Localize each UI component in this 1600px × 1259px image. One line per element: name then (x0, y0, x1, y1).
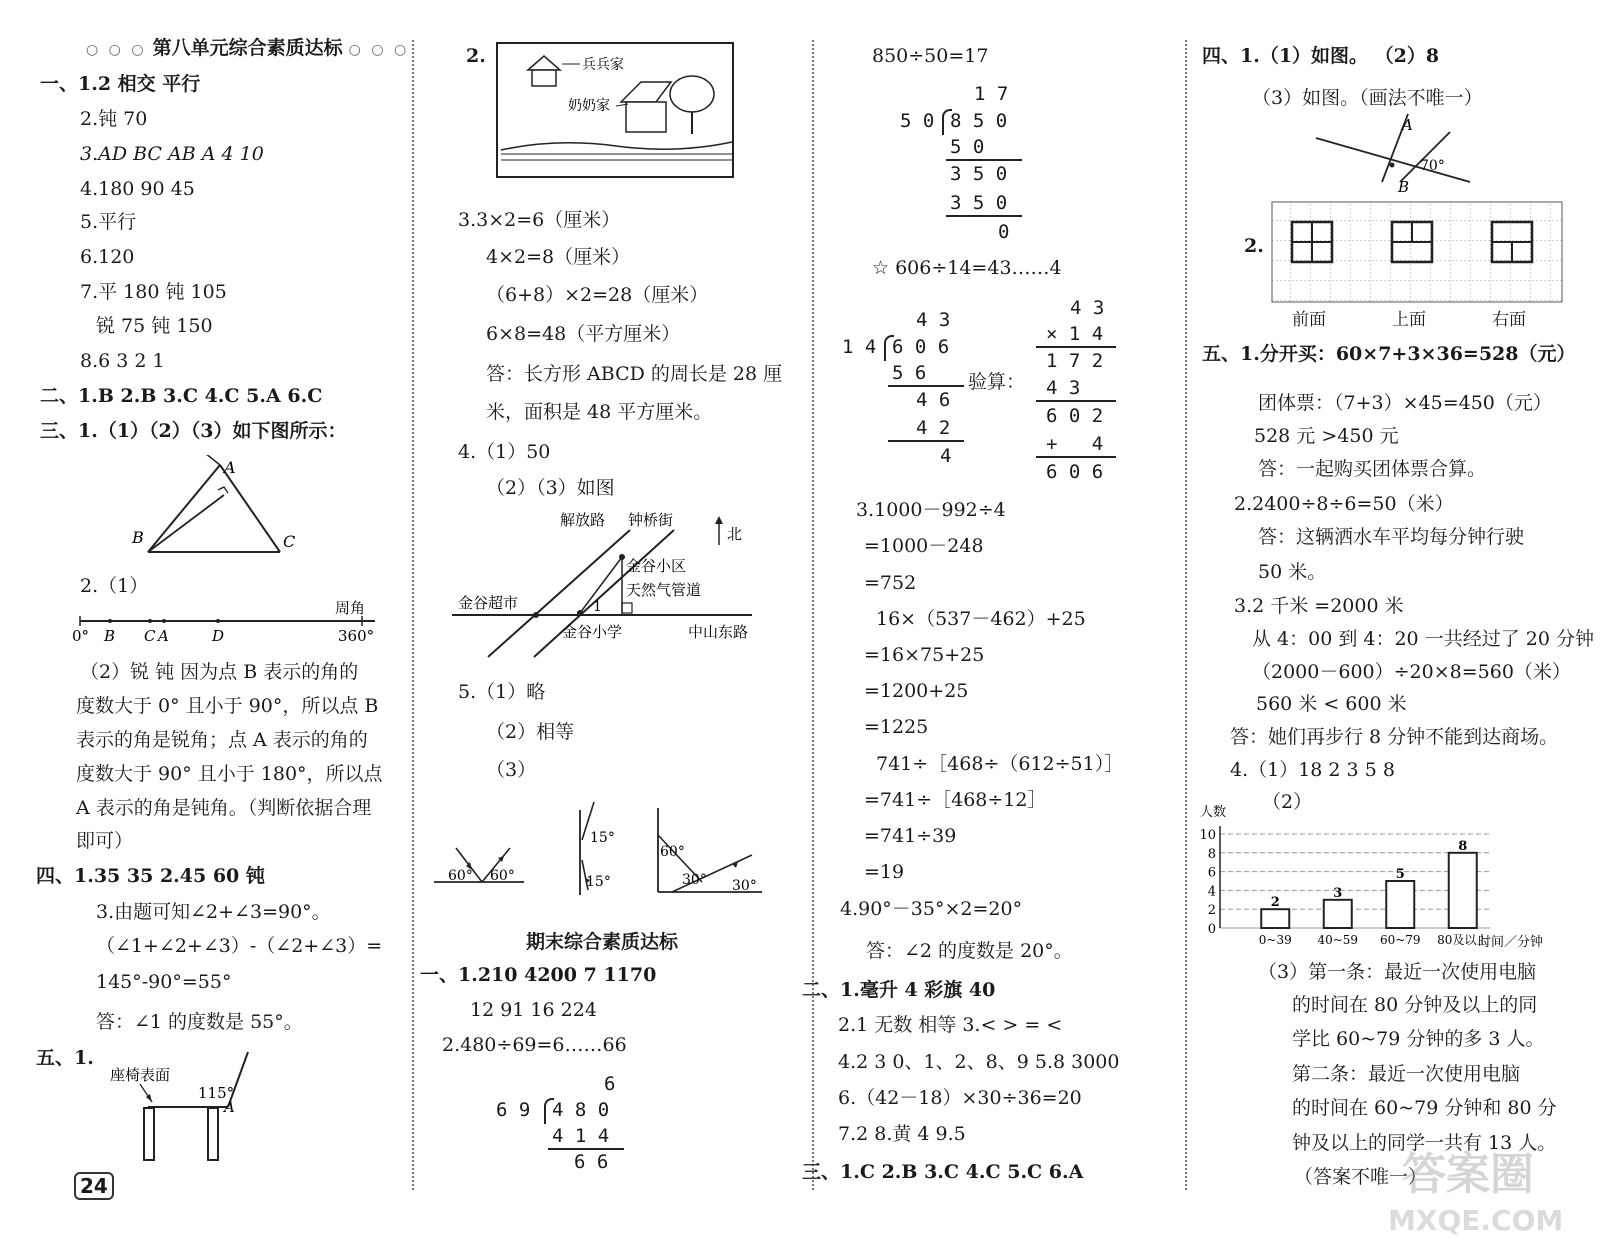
angle-label: 30° (732, 878, 757, 894)
answer-line: 五、1. (36, 1047, 94, 1069)
answer-line: 度数大于 90° 且小于 180°，所以点 (76, 763, 383, 785)
map-label: 解放路 (560, 511, 606, 529)
answer-line: （∠1+∠2+∠3）-（∠2+∠3）= (96, 935, 383, 957)
chair-angle: 115° (198, 1084, 235, 1102)
answer-line: 从 4：00 到 4：20 一共经过了 20 分钟 (1252, 628, 1594, 650)
chart-bar (1449, 853, 1477, 928)
column-1 (0, 0, 410, 1259)
ld-step: 3 5 0 (950, 192, 1008, 214)
answer-line: =16×75+25 (864, 644, 985, 666)
triangle-label-c: C (283, 532, 296, 551)
answer-line: （2）锐 钝 因为点 B 表示的角的 (80, 661, 359, 683)
answer-line: （3）如图。（画法不唯一） (1252, 87, 1483, 109)
answer-line: 度数大于 0° 且小于 90°，所以点 B (76, 695, 379, 717)
ld-divisor: 6 9 (496, 1099, 531, 1121)
answer-line: 答：一起购买团体票合算。 (1258, 458, 1487, 480)
chart-ytick-label: 10 (1199, 828, 1216, 843)
triangle-label-a: A (224, 458, 236, 477)
answer-line: =1200+25 (864, 680, 969, 702)
ld-dividend: 8 5 0 (950, 110, 1008, 132)
answer-line: 6×8=48（平方厘米） (486, 323, 681, 345)
chart-ytick-label: 6 (1207, 865, 1216, 881)
answer-line: 米，面积是 48 平方厘米。 (486, 401, 713, 423)
angle-label: 60° (490, 868, 515, 884)
answer-line: （答案不唯一） (1294, 1166, 1428, 1188)
answer-line: 4×2=8（厘米） (486, 246, 631, 268)
unit8-title (86, 36, 409, 62)
final-section-title: 期末综合素质达标 (526, 931, 679, 953)
house-label-bingbing: 兵兵家 (582, 57, 624, 73)
chart-category-label: 0~39 (1258, 933, 1292, 947)
ld-quotient: 6 (604, 1073, 616, 1095)
answer-line: 12 91 16 224 (470, 999, 597, 1021)
answer-line: ☆ 606÷14=43……4 (872, 257, 1062, 279)
ld-dividend: 6 0 6 (892, 336, 950, 358)
ld-divisor: 1 4 (842, 336, 877, 358)
title-dots-right: ○ ○ ○ (348, 42, 410, 58)
answer-line: 的时间在 80 分钟及以上的同 (1292, 994, 1538, 1016)
map-label: 金谷小学 (562, 623, 623, 641)
answer-line: A 表示的角是钝角。（判断依据合理 (76, 797, 372, 819)
column-divider (1185, 40, 1187, 1190)
answer-line: 一、1.210 4200 7 1170 (420, 964, 657, 986)
mult-p2: 4 3 (1046, 377, 1081, 399)
ld-step: 3 5 0 (950, 163, 1008, 185)
answer-line: （2） (1262, 791, 1313, 813)
angle-label: 15° (586, 874, 611, 890)
answer-line: 锐 75 钝 150 (96, 315, 213, 337)
answer-line: 3.1000－992÷4 (856, 499, 1006, 521)
chart-ytick-label: 4 (1207, 884, 1216, 900)
answer-line: 560 米 < 600 米 (1256, 693, 1407, 715)
ld-quotient: 1 7 (974, 83, 1009, 105)
three-views-grid-figure (1270, 200, 1570, 308)
answer-line: 答：∠1 的度数是 55°。 (96, 1011, 303, 1033)
numberline-title: 周角 (335, 599, 366, 617)
answer-line: 2.480÷69=6……66 (442, 1034, 627, 1056)
answer-line: （2）相等 (486, 721, 575, 743)
mult-p1: 1 7 2 (1046, 350, 1104, 372)
ld-step: 4 2 (916, 417, 951, 439)
answer-line: （2）（3）如图 (486, 477, 615, 499)
chart-data-label: 3 (1333, 885, 1343, 901)
chart-category-label: 40~59 (1317, 933, 1359, 947)
angle-figure (1310, 110, 1490, 198)
answer-line: 3.3×2=6（厘米） (458, 209, 621, 231)
map-label: 1 (593, 599, 602, 615)
answer-line: 50 米。 (1258, 561, 1327, 583)
answer-line: 145°-90°=55° (96, 971, 232, 993)
answer-line: 团体票：（7+3）×45=450（元） (1258, 392, 1552, 414)
answer-line: 4.2 3 0、1、2、8、9 5.8 3000 (838, 1051, 1120, 1073)
answer-line: 850÷50=17 (872, 45, 989, 67)
ld-remainder: 6 6 (574, 1151, 609, 1173)
chart-data-label: 5 (1395, 867, 1405, 882)
angle-label: 60° (448, 868, 473, 884)
answer-line: 二、1.B 2.B 3.C 4.C 5.A 6.C (40, 385, 323, 407)
answer-line: 答：这辆洒水车平均每分钟行驶 (1258, 526, 1525, 548)
angle-fig-label-b: B (1398, 178, 1410, 196)
answer-line: 5.（1）略 (458, 681, 546, 703)
answer-line: 5.平行 (80, 211, 137, 233)
answer-line: 3.2 千米 =2000 米 (1234, 595, 1404, 617)
long-division-606-by-14 (840, 308, 980, 473)
chart-xlabel: 时间／分钟 (1478, 935, 1544, 950)
numberline-label: D (212, 627, 225, 645)
answer-line: 的时间在 60~79 分钟和 80 分 (1292, 1097, 1557, 1119)
answer-line: 2.1 无数 相等 3.< > = < (838, 1014, 1063, 1036)
title-dots-left: ○ ○ ○ (86, 42, 147, 58)
angle-label: 60° (660, 844, 685, 860)
multiplication-check (1030, 296, 1130, 486)
answer-line: 7.2 8.黄 4 9.5 (838, 1123, 966, 1145)
mult-total: 6 0 6 (1046, 461, 1104, 483)
ld-divisor: 5 0 (900, 110, 935, 132)
angle-label: 30° (682, 872, 707, 888)
answer-line: 答：∠2 的度数是 20°。 (866, 940, 1073, 962)
angle-fig-label-a: A (1402, 116, 1413, 134)
answer-line: 7.平 180 钝 105 (80, 281, 227, 303)
answer-line: 2. (466, 45, 486, 67)
answer-line: （3） (486, 759, 537, 781)
map-label: 金谷超市 (458, 594, 519, 612)
answer-line: （2000－600）÷20×8=560（米） (1252, 661, 1571, 683)
chair-label: 座椅表面 (110, 1066, 171, 1084)
numberline-label: C (144, 627, 156, 645)
answer-line: 4.（1）18 2 3 5 8 (1230, 759, 1395, 781)
answer-line: 四、1.35 35 2.45 60 钝 (36, 865, 265, 887)
numberline-label: B (104, 627, 116, 645)
answer-line: 答：长方形 ABCD 的周长是 28 厘 (486, 363, 783, 385)
ld-remainder: 0 (998, 221, 1010, 243)
answer-line: 2.钝 70 (80, 108, 148, 130)
answer-line: =1225 (864, 716, 929, 738)
answer-line: 学比 60~79 分钟的多 3 人。 (1292, 1028, 1545, 1050)
ld-step: 5 6 (892, 362, 927, 384)
chart-ytick-label: 8 (1207, 846, 1216, 862)
number-line-figure (70, 595, 390, 650)
answer-line: 8.6 3 2 1 (80, 350, 165, 372)
answer-line: 四、1.（1）如图。 （2）8 (1202, 45, 1440, 67)
answer-line: 4.（1）50 (458, 441, 551, 463)
answer-line: =1000－248 (864, 535, 984, 557)
mult-bar (1036, 400, 1116, 402)
house-label-grandma: 奶奶家 (568, 98, 610, 114)
answer-line: 741÷［468÷（612÷51）］ (876, 753, 1124, 775)
chair-point: A (224, 1098, 235, 1116)
numberline-label: 0° (72, 627, 90, 645)
watermark-line1: 答案圈 (1402, 1149, 1534, 1200)
answer-line: 钟及以上的同学一共有 13 人。 (1292, 1132, 1557, 1154)
page-number: 24 (74, 1172, 114, 1200)
answer-line: =741÷39 (864, 825, 957, 847)
answer-line: 4.180 90 45 (80, 178, 195, 200)
mult-a: 4 3 (1070, 297, 1105, 319)
mult-sum: 6 0 2 (1046, 405, 1104, 427)
triangle-label-b: B (132, 528, 144, 547)
chart-category-label: 60~79 (1379, 933, 1421, 947)
angle-label: 15° (590, 830, 615, 846)
answer-line: 528 元 >450 元 (1254, 425, 1399, 447)
map-label: 钟桥街 (628, 511, 674, 529)
view-label-right: 右面 (1492, 310, 1526, 330)
ld-product: 4 1 4 (552, 1125, 610, 1147)
answer-line: 2.（1） (80, 575, 149, 597)
answer-line: 即可） (76, 830, 134, 852)
answer-line: 二、1.毫升 4 彩旗 40 (802, 979, 996, 1001)
answer-line: 第二条：最近一次使用电脑 (1292, 1063, 1521, 1085)
chair-figure (100, 1050, 270, 1165)
usage-bar-chart (1190, 800, 1550, 950)
mult-bar (1036, 456, 1116, 458)
chart-bar (1386, 881, 1414, 928)
answer-line: =19 (864, 861, 905, 883)
answer-line: 答：她们再步行 8 分钟不能到达商场。 (1230, 726, 1559, 748)
mult-bar (1036, 346, 1116, 348)
ld-step: 4 6 (916, 389, 951, 411)
ld-bar (888, 385, 964, 387)
column-3 (802, 0, 1197, 1259)
angle-fig-degree: 70° (1420, 158, 1445, 174)
answer-line: 3.AD BC AB A 4 10 (80, 143, 264, 165)
answer-line: =752 (864, 572, 917, 594)
chart-bar (1324, 900, 1352, 928)
answer-line: 一、1.2 相交 平行 (40, 73, 201, 95)
chart-ytick-label: 2 (1207, 903, 1216, 919)
answer-line: 三、1.（1）（2）（3）如下图所示： (40, 420, 347, 442)
map-label: 金谷小区 (626, 557, 687, 575)
ld-dividend: 4 8 0 (552, 1099, 610, 1121)
triangle-figure (120, 455, 310, 570)
grid-question-label: 2. (1244, 235, 1264, 257)
view-label-front: 前面 (1292, 310, 1326, 330)
answer-line: 三、1.C 2.B 3.C 4.C 5.C 6.A (802, 1161, 1084, 1183)
chart-data-label: 8 (1458, 838, 1468, 854)
street-map-figure (452, 505, 802, 665)
view-label-top: 上面 (1392, 310, 1426, 330)
answer-line: =741÷［468÷12］ (864, 789, 1047, 811)
column-2 (412, 0, 812, 1259)
map-label: 中山东路 (688, 623, 749, 641)
answer-line: 表示的角是锐角；点 A 表示的角的 (76, 729, 368, 751)
answer-line: 3.由题可知∠2+∠3=90°。 (96, 901, 331, 923)
answer-line: （3）第一条：最近一次使用电脑 (1258, 961, 1537, 983)
ld-remainder: 4 (940, 445, 952, 467)
answer-line: 6.（42－18）×30÷36=20 (838, 1087, 1082, 1109)
numberline-label: A (158, 627, 169, 645)
answer-line: （6+8）×2=28（厘米） (486, 284, 709, 306)
ld-step: 5 0 (950, 136, 985, 158)
ld-bar (946, 159, 1022, 161)
answer-line: 6.120 (80, 246, 135, 268)
long-division-480-by-69 (492, 1070, 632, 1173)
long-division-850-by-50 (898, 82, 1038, 247)
ld-quotient: 4 3 (916, 309, 951, 331)
check-label: 验算： (968, 371, 1026, 393)
unit8-title-text: 第八单元综合素质达标 (152, 37, 343, 59)
chart-ytick-label: 0 (1207, 922, 1216, 937)
chart-category-label: 80及以上 (1437, 933, 1489, 947)
answer-line: 五、1.分开买：60×7+3×36=528（元） (1202, 343, 1576, 365)
watermark (1380, 1138, 1590, 1248)
column-4 (1200, 0, 1600, 1259)
map-label: 北 (727, 525, 743, 543)
house-map-figure (496, 42, 736, 180)
ld-bar (946, 215, 1022, 217)
chart-data-label: 2 (1270, 895, 1280, 911)
ld-bar (888, 440, 964, 442)
mult-b: × 1 4 (1046, 323, 1104, 345)
numberline-label: 360° (338, 627, 375, 645)
chart-bar (1261, 909, 1289, 928)
reflection-angles-figure (432, 800, 812, 900)
chart-ylabel: 人数 (1200, 805, 1227, 820)
watermark-line2: MXQE.COM (1388, 1204, 1564, 1237)
mult-add: + 4 (1046, 433, 1104, 455)
map-label: 天然气管道 (626, 581, 702, 599)
answer-line: 16×（537－462）+25 (876, 608, 1086, 630)
answer-line: 2.2400÷8÷6=50（米） (1234, 493, 1454, 515)
answer-line: 4.90°－35°×2=20° (840, 898, 1023, 920)
